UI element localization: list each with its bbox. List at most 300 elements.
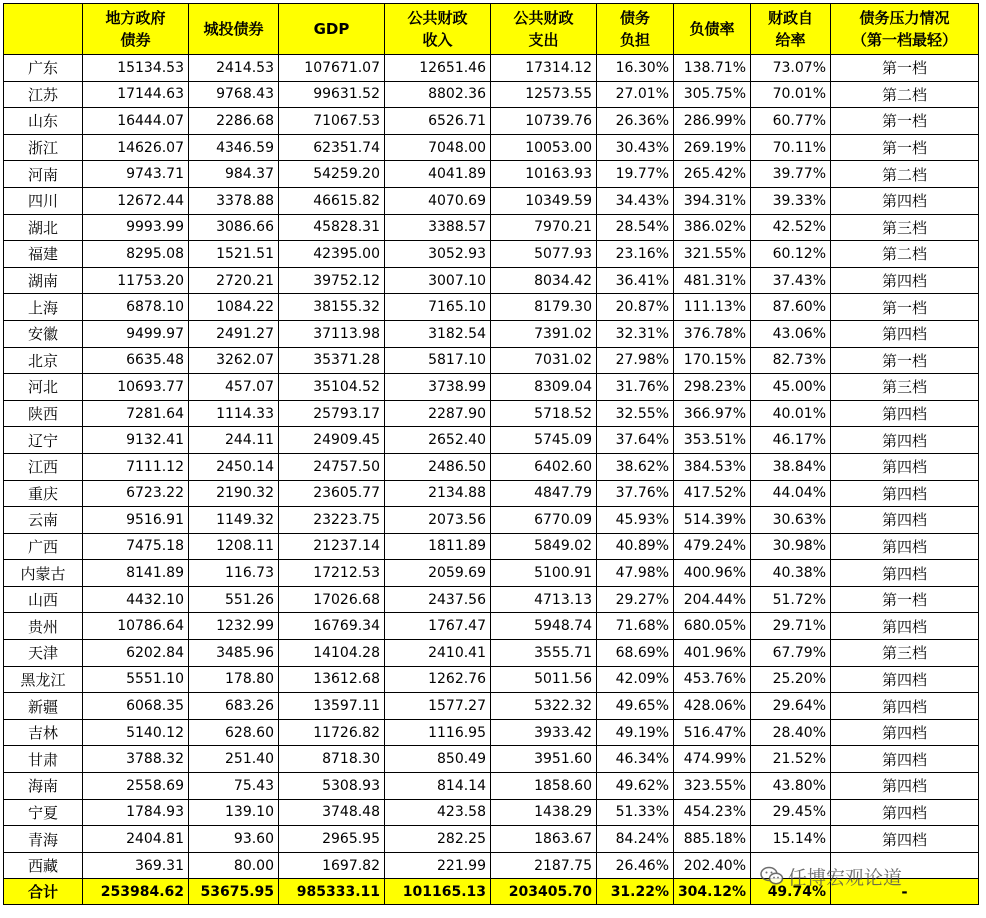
table-cell: 1767.47 (385, 613, 491, 640)
pressure-level: 第四档 (831, 400, 979, 427)
table-cell: 5948.74 (491, 613, 597, 640)
table-cell: 38.62% (597, 453, 674, 480)
table-cell: 11753.20 (83, 267, 189, 294)
table-cell: 2404.81 (83, 826, 189, 853)
table-cell: 34.43% (597, 187, 674, 214)
table-cell: 265.42% (674, 161, 751, 188)
column-header-text: GDP (313, 20, 350, 38)
table-cell: 2965.95 (279, 826, 385, 853)
table-cell: 9499.97 (83, 320, 189, 347)
table-cell: 28.54% (597, 214, 674, 241)
table-cell: 2410.41 (385, 640, 491, 667)
table-cell: 37.76% (597, 480, 674, 507)
column-header (189, 4, 279, 55)
table-cell: 9993.99 (83, 214, 189, 241)
table-cell: 5551.10 (83, 666, 189, 693)
column-header (674, 4, 751, 55)
table-cell: 1521.51 (189, 241, 279, 268)
column-header-text: 收入 (422, 31, 453, 49)
table-cell: 46.17% (751, 427, 831, 454)
table-row (4, 294, 979, 321)
table-cell: 885.18% (674, 826, 751, 853)
table-cell: 39.33% (751, 187, 831, 214)
table-cell: 1208.11 (189, 533, 279, 560)
table-cell: 47.98% (597, 560, 674, 587)
pressure-level: 第四档 (831, 480, 979, 507)
region-name: 上海 (4, 294, 83, 321)
table-cell: 3748.48 (279, 799, 385, 826)
table-row (4, 666, 979, 693)
region-name: 四川 (4, 187, 83, 214)
table-cell: 14626.07 (83, 134, 189, 161)
table-header (4, 4, 979, 55)
table-cell: 850.49 (385, 746, 491, 773)
table-cell: 1858.60 (491, 773, 597, 800)
column-header (385, 4, 491, 55)
table-row (4, 453, 979, 480)
region-name: 贵州 (4, 613, 83, 640)
table-cell: 628.60 (189, 719, 279, 746)
table-row (4, 267, 979, 294)
region-name: 北京 (4, 347, 83, 374)
column-header (83, 4, 189, 55)
table-cell: 62351.74 (279, 134, 385, 161)
region-name: 浙江 (4, 134, 83, 161)
table-cell: 680.05% (674, 613, 751, 640)
table-cell: 4847.79 (491, 480, 597, 507)
table-cell: 116.73 (189, 560, 279, 587)
table-row (4, 560, 979, 587)
table-cell: 51.33% (597, 799, 674, 826)
table-cell: 251.40 (189, 746, 279, 773)
table-cell: 3788.32 (83, 746, 189, 773)
table-cell: 87.60% (751, 294, 831, 321)
region-name: 江苏 (4, 81, 83, 108)
table-cell: 6770.09 (491, 507, 597, 534)
table-cell: 25.20% (751, 666, 831, 693)
table-cell: 305.75% (674, 81, 751, 108)
table-cell: 9132.41 (83, 427, 189, 454)
table-cell: 4070.69 (385, 187, 491, 214)
region-name: 山东 (4, 108, 83, 135)
pressure-level: 第一档 (831, 108, 979, 135)
total-cell: 49.74% (751, 879, 831, 905)
table-cell: 244.11 (189, 427, 279, 454)
table-cell: 2652.40 (385, 427, 491, 454)
column-header-text: （第一档最轻） (851, 31, 957, 49)
region-name: 安徽 (4, 320, 83, 347)
table-cell: 21237.14 (279, 533, 385, 560)
table-cell: 5849.02 (491, 533, 597, 560)
table-cell: 43.80% (751, 773, 831, 800)
table-cell: 80.00 (189, 852, 279, 879)
table-row (4, 400, 979, 427)
table-row (4, 852, 979, 879)
table-cell: 3007.10 (385, 267, 491, 294)
table-cell: 178.80 (189, 666, 279, 693)
region-name: 西藏 (4, 852, 83, 879)
table-cell: 37.64% (597, 427, 674, 454)
table-cell: 27.01% (597, 81, 674, 108)
table-row (4, 799, 979, 826)
table-cell: 1084.22 (189, 294, 279, 321)
table-cell: 481.31% (674, 267, 751, 294)
table-cell: 1114.33 (189, 400, 279, 427)
table-cell: 202.40% (674, 852, 751, 879)
table-cell: 31.76% (597, 374, 674, 401)
table-cell: 1811.89 (385, 533, 491, 560)
region-name: 湖南 (4, 267, 83, 294)
table-cell: 353.51% (674, 427, 751, 454)
region-name: 山西 (4, 586, 83, 613)
table-cell: 60.12% (751, 241, 831, 268)
table-cell: 54259.20 (279, 161, 385, 188)
table-cell: 1262.76 (385, 666, 491, 693)
table-cell: 1149.32 (189, 507, 279, 534)
table-cell: 3933.42 (491, 719, 597, 746)
table-cell: 7111.12 (83, 453, 189, 480)
table-cell: 17212.53 (279, 560, 385, 587)
column-header (491, 4, 597, 55)
column-header-text: 负担 (619, 31, 650, 49)
table-cell: 32.55% (597, 400, 674, 427)
pressure-level: 第一档 (831, 294, 979, 321)
table-cell: 6068.35 (83, 693, 189, 720)
column-header-text: 债务 (619, 9, 650, 27)
table-cell: 2187.75 (491, 852, 597, 879)
table-cell: 814.14 (385, 773, 491, 800)
total-cell: 53675.95 (189, 879, 279, 905)
table-cell: 4432.10 (83, 586, 189, 613)
table-cell: 84.24% (597, 826, 674, 853)
table-row (4, 81, 979, 108)
table-cell: 3951.60 (491, 746, 597, 773)
table-cell: 24909.45 (279, 427, 385, 454)
region-name: 陕西 (4, 400, 83, 427)
table-row (4, 719, 979, 746)
pressure-level: 第三档 (831, 374, 979, 401)
table-row (4, 214, 979, 241)
table-cell: 14104.28 (279, 640, 385, 667)
table-cell: 9768.43 (189, 81, 279, 108)
table-cell: 1577.27 (385, 693, 491, 720)
region-name: 河南 (4, 161, 83, 188)
pressure-level: 第四档 (831, 719, 979, 746)
table-cell: 204.44% (674, 586, 751, 613)
table-cell: 10163.93 (491, 161, 597, 188)
pressure-level: 第一档 (831, 55, 979, 82)
region-name: 内蒙古 (4, 560, 83, 587)
table-body (4, 55, 979, 879)
table-row (4, 773, 979, 800)
total-row (4, 879, 979, 905)
table-cell: 5308.93 (279, 773, 385, 800)
table-cell: 39752.12 (279, 267, 385, 294)
table-cell: 37113.98 (279, 320, 385, 347)
pressure-level: 第二档 (831, 81, 979, 108)
table-cell: 8295.08 (83, 241, 189, 268)
table-row (4, 480, 979, 507)
region-name: 新疆 (4, 693, 83, 720)
table-cell: 23605.77 (279, 480, 385, 507)
table-cell: 384.53% (674, 453, 751, 480)
table-cell: 3485.96 (189, 640, 279, 667)
table-cell: 68.69% (597, 640, 674, 667)
table-cell: 26.36% (597, 108, 674, 135)
table-cell: 29.27% (597, 586, 674, 613)
table-cell: 10786.64 (83, 613, 189, 640)
table-cell: 16769.34 (279, 613, 385, 640)
table-cell: 42.09% (597, 666, 674, 693)
table-cell: 42395.00 (279, 241, 385, 268)
pressure-level: 第四档 (831, 187, 979, 214)
table-cell: 453.76% (674, 666, 751, 693)
table-row (4, 108, 979, 135)
table-row (4, 374, 979, 401)
table-cell: 16444.07 (83, 108, 189, 135)
table-cell: 6878.10 (83, 294, 189, 321)
table-cell: 38.84% (751, 453, 831, 480)
column-header-text: 支出 (528, 31, 559, 49)
table-cell: 7048.00 (385, 134, 491, 161)
table-cell: 170.15% (674, 347, 751, 374)
pressure-level: 第四档 (831, 507, 979, 534)
table-cell: 38155.32 (279, 294, 385, 321)
region-name: 云南 (4, 507, 83, 534)
table-cell: 366.97% (674, 400, 751, 427)
column-header (751, 4, 831, 55)
pressure-level: 第四档 (831, 799, 979, 826)
table-cell: 683.26 (189, 693, 279, 720)
table-cell: 5100.91 (491, 560, 597, 587)
table-cell: 138.71% (674, 55, 751, 82)
table-cell: 8309.04 (491, 374, 597, 401)
table-cell: 51.72% (751, 586, 831, 613)
table-cell: 5817.10 (385, 347, 491, 374)
table-cell: 2287.90 (385, 400, 491, 427)
pressure-level: 第四档 (831, 826, 979, 853)
table-cell: 2558.69 (83, 773, 189, 800)
table-cell: 24757.50 (279, 453, 385, 480)
column-header (831, 4, 979, 55)
header-row (4, 4, 979, 55)
table-cell: 474.99% (674, 746, 751, 773)
table-cell: 45.00% (751, 374, 831, 401)
pressure-level: 第四档 (831, 560, 979, 587)
table-cell: 369.31 (83, 852, 189, 879)
table-cell: 7391.02 (491, 320, 597, 347)
table-cell: 45.93% (597, 507, 674, 534)
table-cell: 23223.75 (279, 507, 385, 534)
region-name: 辽宁 (4, 427, 83, 454)
table-cell: 43.06% (751, 320, 831, 347)
table-cell: 12573.55 (491, 81, 597, 108)
table-cell: 75.43 (189, 773, 279, 800)
total-cell: 101165.13 (385, 879, 491, 905)
table-cell: 39.77% (751, 161, 831, 188)
table-cell: 35104.52 (279, 374, 385, 401)
table-cell: 17314.12 (491, 55, 597, 82)
table-cell: 323.55% (674, 773, 751, 800)
table-cell: 28.40% (751, 719, 831, 746)
region-name: 广西 (4, 533, 83, 560)
table-cell: 2720.21 (189, 267, 279, 294)
pressure-level: 第四档 (831, 267, 979, 294)
table-row (4, 693, 979, 720)
table-cell: 6723.22 (83, 480, 189, 507)
table-cell: 5745.09 (491, 427, 597, 454)
pressure-level: 第四档 (831, 666, 979, 693)
table-cell: 282.25 (385, 826, 491, 853)
table-cell: 9743.71 (83, 161, 189, 188)
table-cell (751, 852, 831, 879)
table-row (4, 347, 979, 374)
table-cell: 32.31% (597, 320, 674, 347)
table-cell: 29.71% (751, 613, 831, 640)
pressure-level: 第三档 (831, 640, 979, 667)
table-cell: 3738.99 (385, 374, 491, 401)
table-cell: 8718.30 (279, 746, 385, 773)
table-cell: 40.01% (751, 400, 831, 427)
pressure-level: 第四档 (831, 746, 979, 773)
total-label: 合计 (4, 879, 83, 905)
table-cell: 7165.10 (385, 294, 491, 321)
table-cell: 516.47% (674, 719, 751, 746)
table-cell: 514.39% (674, 507, 751, 534)
region-name: 黑龙江 (4, 666, 83, 693)
table-cell: 2286.68 (189, 108, 279, 135)
table-cell: 12651.46 (385, 55, 491, 82)
pressure-level: 第一档 (831, 134, 979, 161)
total-cell: 203405.70 (491, 879, 597, 905)
table-row (4, 187, 979, 214)
table-cell: 37.43% (751, 267, 831, 294)
table-cell: 16.30% (597, 55, 674, 82)
table-cell: 221.99 (385, 852, 491, 879)
table-row (4, 826, 979, 853)
table-cell: 4346.59 (189, 134, 279, 161)
table-cell: 139.10 (189, 799, 279, 826)
table-cell: 107671.07 (279, 55, 385, 82)
region-name: 福建 (4, 241, 83, 268)
table-row (4, 586, 979, 613)
table-cell: 5011.56 (491, 666, 597, 693)
column-header-text: 地方政府 (105, 9, 166, 27)
table-cell: 8034.42 (491, 267, 597, 294)
table-cell: 44.04% (751, 480, 831, 507)
table-cell: 400.96% (674, 560, 751, 587)
table-cell: 321.55% (674, 241, 751, 268)
table-cell: 3378.88 (189, 187, 279, 214)
table-cell: 49.62% (597, 773, 674, 800)
table-row (4, 134, 979, 161)
table-cell: 12672.44 (83, 187, 189, 214)
table-cell: 2134.88 (385, 480, 491, 507)
table-row (4, 161, 979, 188)
table-cell: 4713.13 (491, 586, 597, 613)
table-cell: 394.31% (674, 187, 751, 214)
table-cell: 82.73% (751, 347, 831, 374)
table-row (4, 241, 979, 268)
column-header-text: 城投债券 (203, 20, 264, 38)
pressure-level: 第四档 (831, 693, 979, 720)
table-cell: 73.07% (751, 55, 831, 82)
header-blank (4, 4, 83, 55)
region-name: 江西 (4, 453, 83, 480)
table-row (4, 533, 979, 560)
table-cell: 71067.53 (279, 108, 385, 135)
table-cell: 2450.14 (189, 453, 279, 480)
table-cell: 23.16% (597, 241, 674, 268)
table-cell: 6402.60 (491, 453, 597, 480)
table-cell: 8179.30 (491, 294, 597, 321)
table-cell: 1863.67 (491, 826, 597, 853)
pressure-level: 第四档 (831, 613, 979, 640)
column-header-text: 给率 (775, 31, 806, 49)
table-cell: 13597.11 (279, 693, 385, 720)
pressure-level: 第二档 (831, 161, 979, 188)
table-cell: 2414.53 (189, 55, 279, 82)
total-cell: 304.12% (674, 879, 751, 905)
table-cell: 386.02% (674, 214, 751, 241)
total-cell: 31.22% (597, 879, 674, 905)
table-cell: 21.52% (751, 746, 831, 773)
table-cell: 454.23% (674, 799, 751, 826)
column-header-text: 债务压力情况 (859, 9, 950, 27)
table-cell: 7031.02 (491, 347, 597, 374)
pressure-level: 第四档 (831, 773, 979, 800)
table-cell: 5140.12 (83, 719, 189, 746)
table-cell: 428.06% (674, 693, 751, 720)
table-cell: 6526.71 (385, 108, 491, 135)
table-cell: 2486.50 (385, 453, 491, 480)
table-cell: 479.24% (674, 533, 751, 560)
pressure-level: 第一档 (831, 586, 979, 613)
table-cell: 27.98% (597, 347, 674, 374)
table-cell: 10739.76 (491, 108, 597, 135)
pressure-level: 第一档 (831, 347, 979, 374)
table-cell: 8141.89 (83, 560, 189, 587)
table-cell: 2491.27 (189, 320, 279, 347)
total-cell: - (831, 879, 979, 905)
table-cell: 7281.64 (83, 400, 189, 427)
table-cell: 15134.53 (83, 55, 189, 82)
table-cell: 93.60 (189, 826, 279, 853)
table-cell: 3182.54 (385, 320, 491, 347)
region-name: 天津 (4, 640, 83, 667)
pressure-level: 第四档 (831, 453, 979, 480)
table-cell: 30.43% (597, 134, 674, 161)
total-cell: 253984.62 (83, 879, 189, 905)
table-row (4, 427, 979, 454)
table-cell: 2437.56 (385, 586, 491, 613)
table-row (4, 746, 979, 773)
table-cell: 1438.29 (491, 799, 597, 826)
table-cell: 5322.32 (491, 693, 597, 720)
table-cell: 7970.21 (491, 214, 597, 241)
table-cell: 9516.91 (83, 507, 189, 534)
table-cell: 286.99% (674, 108, 751, 135)
table-cell: 7475.18 (83, 533, 189, 560)
region-name: 甘肃 (4, 746, 83, 773)
pressure-level: 第四档 (831, 427, 979, 454)
table-cell: 15.14% (751, 826, 831, 853)
table-row (4, 55, 979, 82)
table-cell: 99631.52 (279, 81, 385, 108)
column-header-text: 财政自 (767, 9, 813, 27)
table-cell: 46615.82 (279, 187, 385, 214)
table-cell: 3086.66 (189, 214, 279, 241)
